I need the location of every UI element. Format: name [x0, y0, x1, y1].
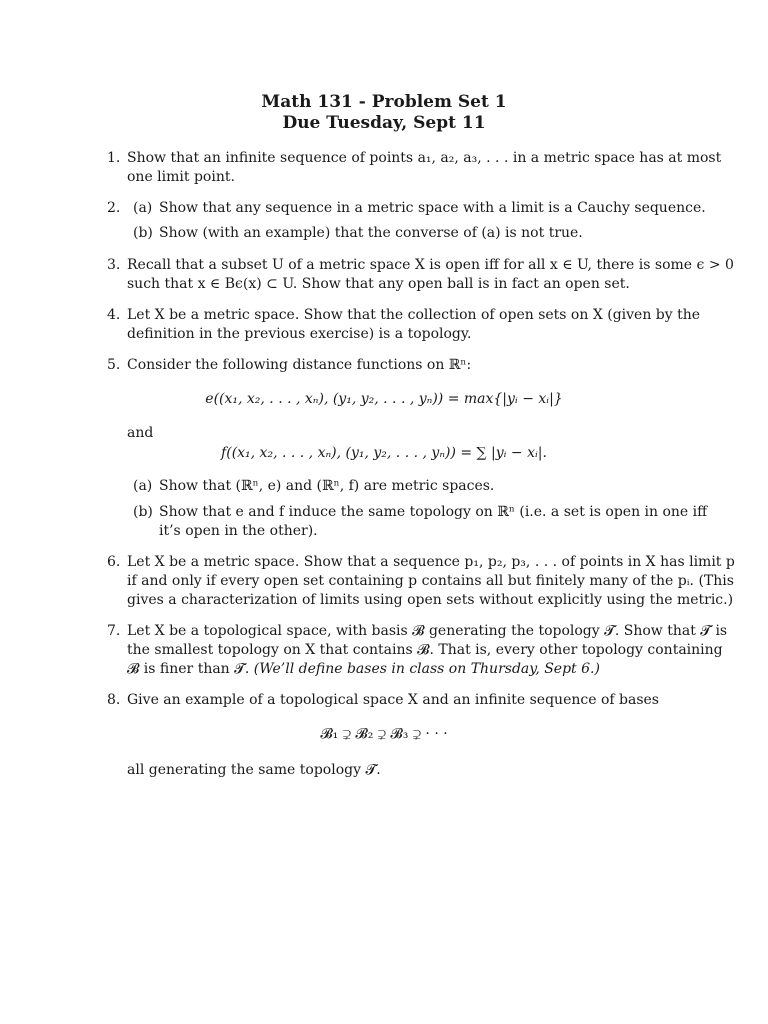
problem-text-line: Consider the following distance functions on ℝⁿ: [127, 357, 472, 373]
problem-text-line: Show that an infinite sequence of points a₁, a₂, a₃, . . . in a metric space has at most [127, 150, 722, 166]
problem-number: 2. [107, 200, 121, 216]
problem-text-line: gives a characterization of limits using open sets without explicitly using the metric.) [127, 592, 734, 608]
document-title: Math 131 - Problem Set 1 [261, 92, 507, 112]
part-label: (a) [133, 478, 153, 494]
problem-number: 7. [107, 623, 121, 639]
part-label: (b) [133, 225, 153, 241]
problem-number: 6. [107, 554, 121, 570]
connector-word: and [127, 425, 154, 441]
equation-bases-chain: 𝓑₁ ⊋ 𝓑₂ ⊋ 𝓑₃ ⊋ · · · [320, 726, 448, 742]
part-label: (b) [133, 504, 153, 520]
part-text-line: it’s open in the other). [159, 523, 318, 539]
problem-number: 5. [107, 357, 121, 373]
problem-number: 4. [107, 307, 121, 323]
equation-sum-metric: f((x₁, x₂, . . . , xₙ), (y₁, y₂, . . . , yₙ)) = ∑ |yᵢ − xᵢ|. [221, 445, 547, 461]
problem-text-line: such that x ∈ Bϵ(x) ⊂ U. Show that any open ball is in fact an open set. [127, 276, 630, 292]
problem-text-line: Let X be a metric space. Show that the collection of open sets on X (given by the [127, 307, 701, 323]
part-text: Show (with an example) that the converse of (a) is not true. [159, 225, 583, 241]
problem-text-line: definition in the previous exercise) is a topology. [127, 326, 472, 342]
problem-number: 3. [107, 257, 121, 273]
problem-text-line: one limit point. [127, 169, 235, 185]
problem-text-line: all generating the same topology 𝓣. [127, 762, 381, 778]
equation-max-metric: e((x₁, x₂, . . . , xₙ), (y₁, y₂, . . . , yₙ)) = max{|yᵢ − xᵢ|} [205, 391, 563, 407]
problem-text-segment: 𝓑 is finer than 𝓣. [127, 661, 254, 677]
part-text-line: Show that e and f induce the same topology on ℝⁿ (i.e. a set is open in one iff [159, 504, 708, 520]
problem-text-line: if and only if every open set containing p contains all but finitely many of the pᵢ. (This [127, 573, 734, 589]
part-text: Show that (ℝⁿ, e) and (ℝⁿ, f) are metric spaces. [159, 478, 495, 494]
problem-number: 8. [107, 692, 121, 708]
problem-text-line: Give an example of a topological space X and an infinite sequence of bases [127, 692, 659, 708]
problem-text-line [127, 660, 600, 678]
part-label: (a) [133, 200, 153, 216]
part-text: Show that any sequence in a metric space with a limit is a Cauchy sequence. [159, 200, 706, 216]
problem-number: 1. [107, 150, 121, 166]
problem-text-line: Recall that a subset U of a metric space X is open iff for all x ∈ U, there is some ϵ > 0 [127, 257, 734, 273]
class-note: (We’ll define bases in class on Thursday, Sept 6.) [253, 661, 600, 677]
problem-text-line: Let X be a topological space, with basis 𝓑 generating the topology 𝓣. Show that 𝓣 is [127, 623, 728, 639]
problem-text-line: Let X be a metric space. Show that a sequence p₁, p₂, p₃, . . . of points in X has limit p [127, 554, 735, 570]
due-date: Due Tuesday, Sept 11 [282, 113, 486, 133]
problem-text-line: the smallest topology on X that contains 𝓑. That is, every other topology containing [127, 642, 723, 658]
